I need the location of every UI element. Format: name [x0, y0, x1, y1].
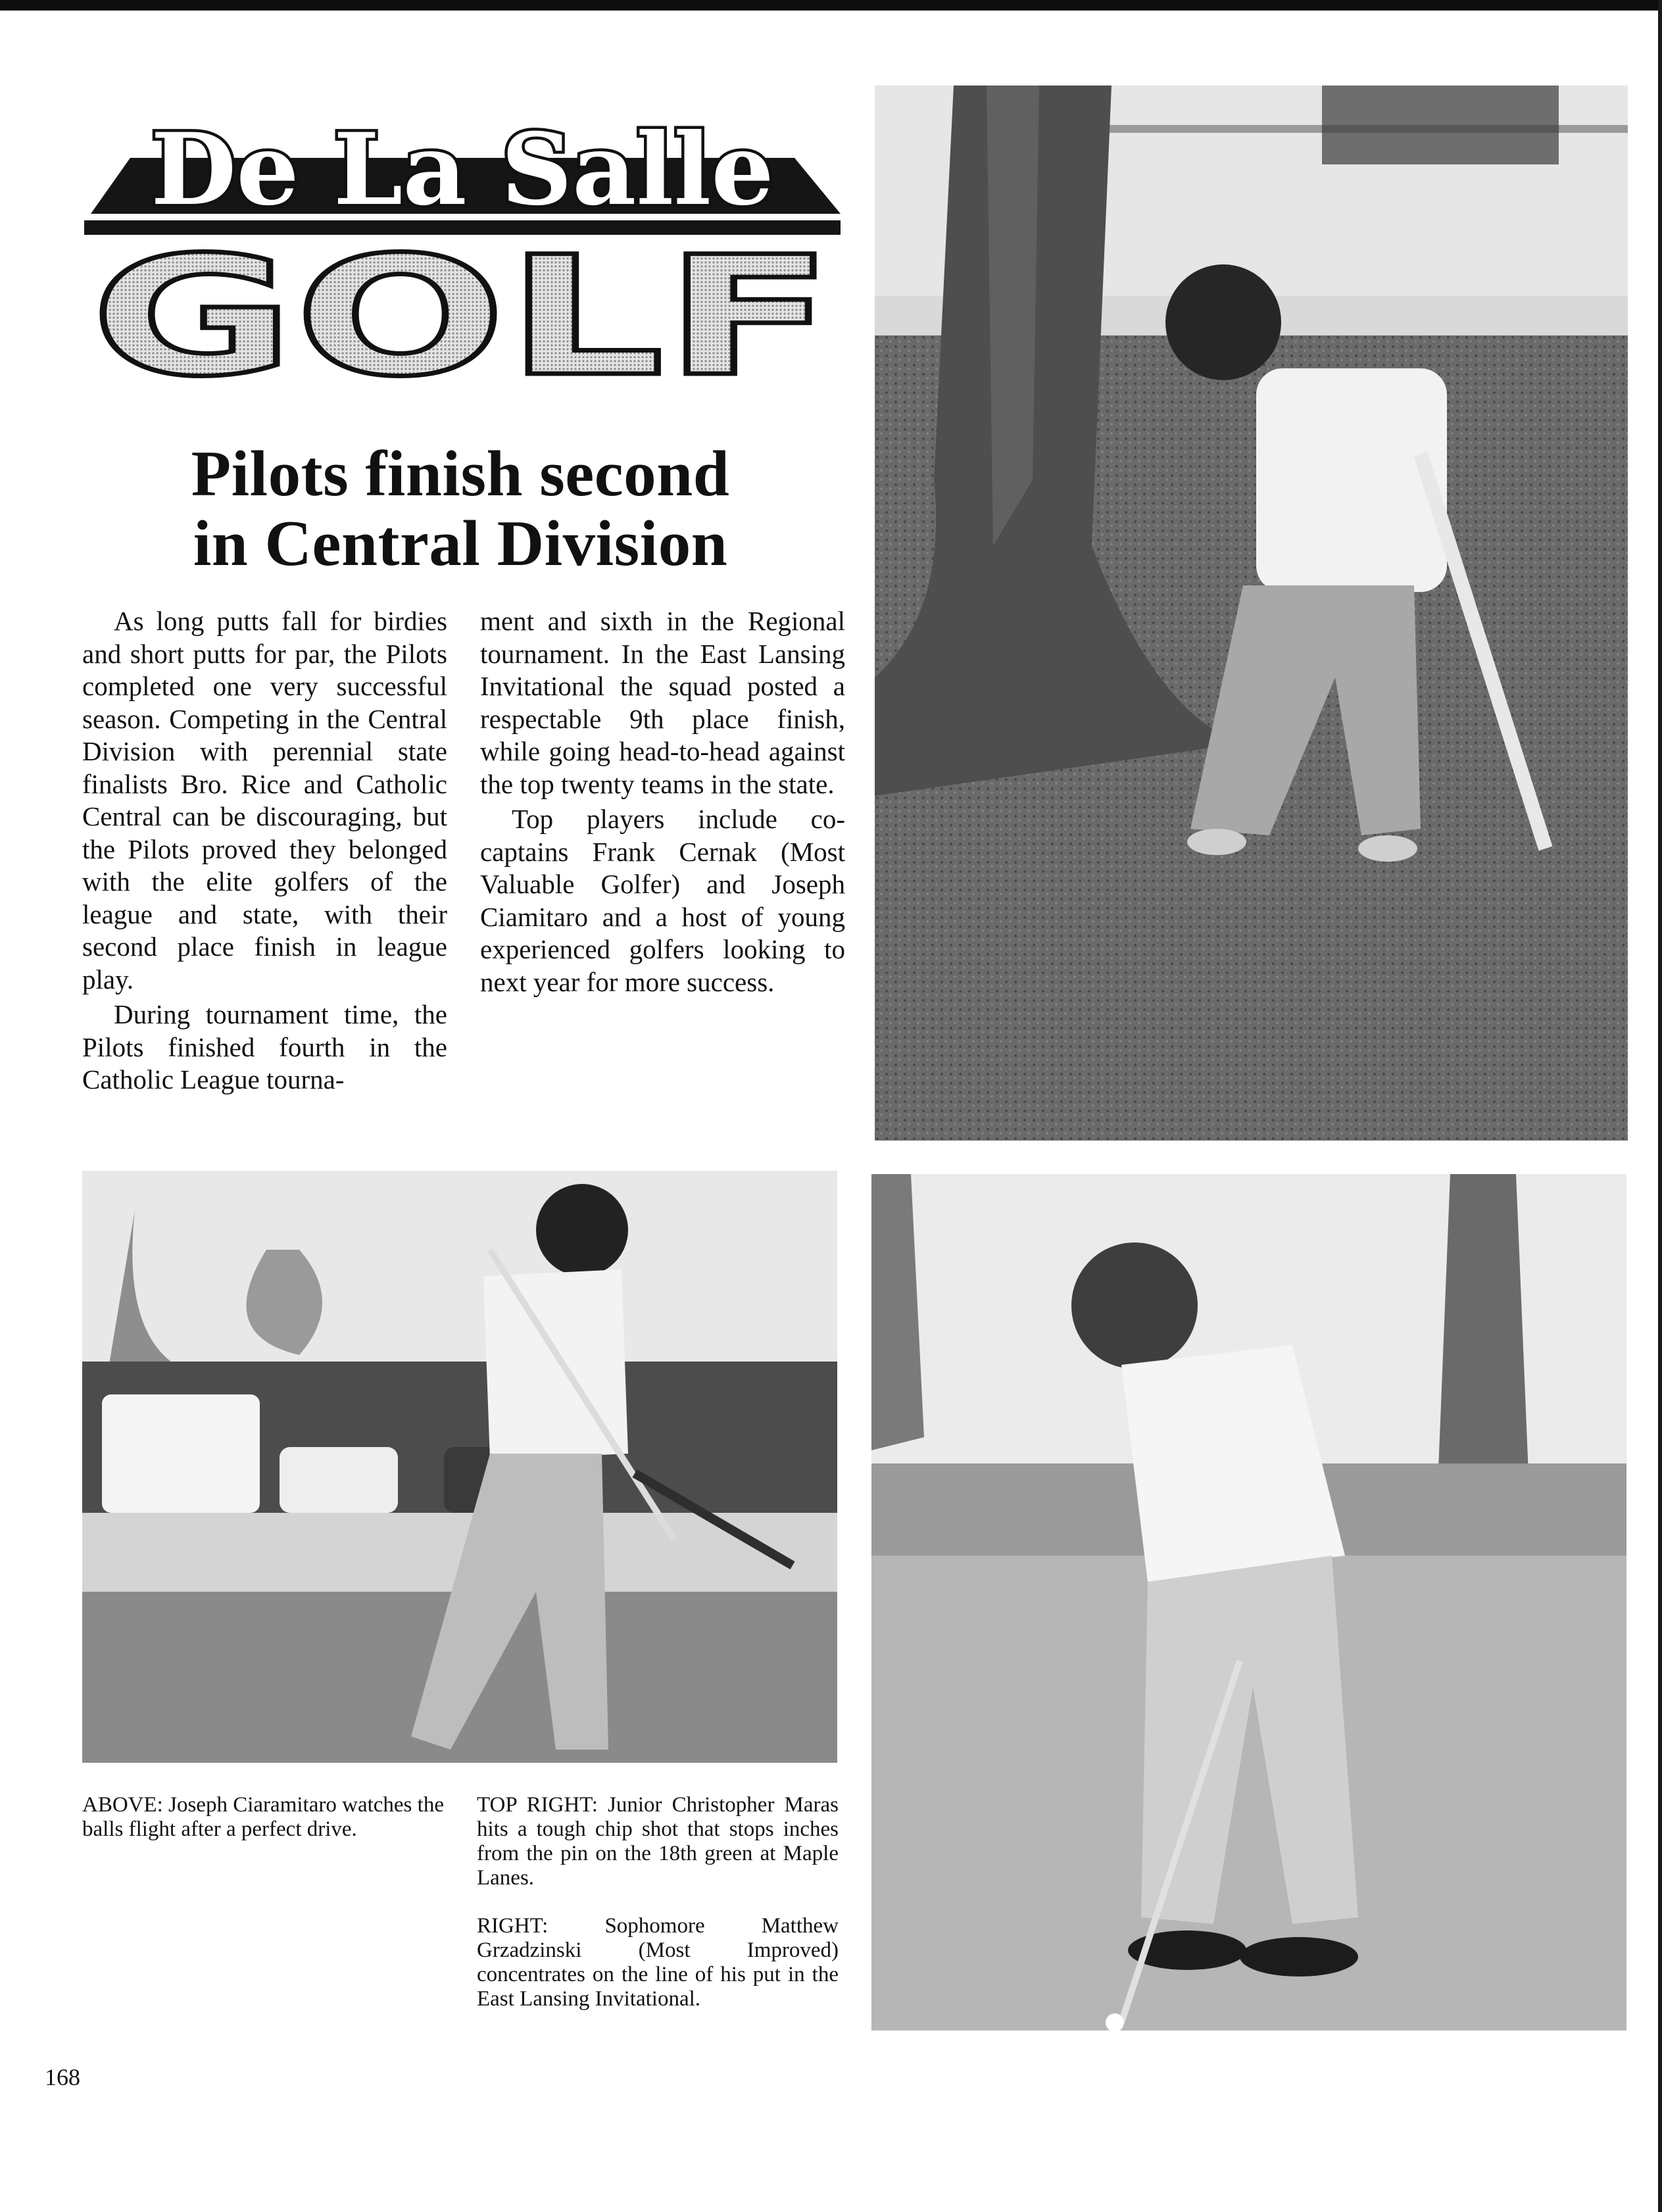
headline — [79, 439, 842, 579]
caption-above: ABOVE: Joseph Ciaramitaro watches the balls flight after a perfect drive. — [82, 1793, 444, 1841]
headline-line-2: in Central Division — [193, 508, 728, 579]
article-paragraph-2-end: ment and sixth in the Regional tournament. In the East Lansing Invitational the squad posted a respectable 9th place finish, while going head-to-head against the top twenty teams in the state. — [480, 606, 845, 799]
caption-right: RIGHT: Sophomore Matthew Grzadzinski (Most Improved) concentrates on the line of his put in the East Lansing Invitational. — [477, 1914, 839, 2011]
right-edge — [1658, 0, 1662, 2212]
photo-putt — [871, 1174, 1626, 2030]
top-border — [0, 0, 1662, 11]
logo-line-1: De La Salle — [151, 112, 774, 228]
photo-chip-shot — [875, 86, 1628, 1141]
article-column-1 — [82, 605, 447, 1099]
article-column-2 — [480, 605, 845, 1001]
golf-logo — [84, 79, 841, 388]
article-paragraph-2-start: During tournament time, the Pilots finished fourth in the Catholic League tourna- — [82, 999, 447, 1094]
article-paragraph-3: Top players include co-captains Frank Cernak (Most Valuable Golfer) and Joseph Ciamitaro and a host of young experienced golfers looking to next year for more success. — [480, 804, 845, 997]
article-paragraph-1: As long putts fall for birdies and short putts for par, the Pilots completed one very successful season. Competing in the Central Division with perennial state finalists Bro. Rice and Catholic Central can be discouraging, but the Pilots proved they belonged with the elite golfers of the league and state, with their second place finish in league play. — [82, 606, 447, 995]
photo-drive — [82, 1171, 837, 1763]
headline-line-1: Pilots finish second — [191, 438, 730, 510]
caption-top-right: TOP RIGHT: Junior Christopher Maras hits a tough chip shot that stops inches from the pin on the 18th green at Maple Lanes. — [477, 1793, 839, 1890]
page-number: 168 — [45, 2064, 80, 2090]
logo-line-2: GOLF — [91, 221, 834, 388]
